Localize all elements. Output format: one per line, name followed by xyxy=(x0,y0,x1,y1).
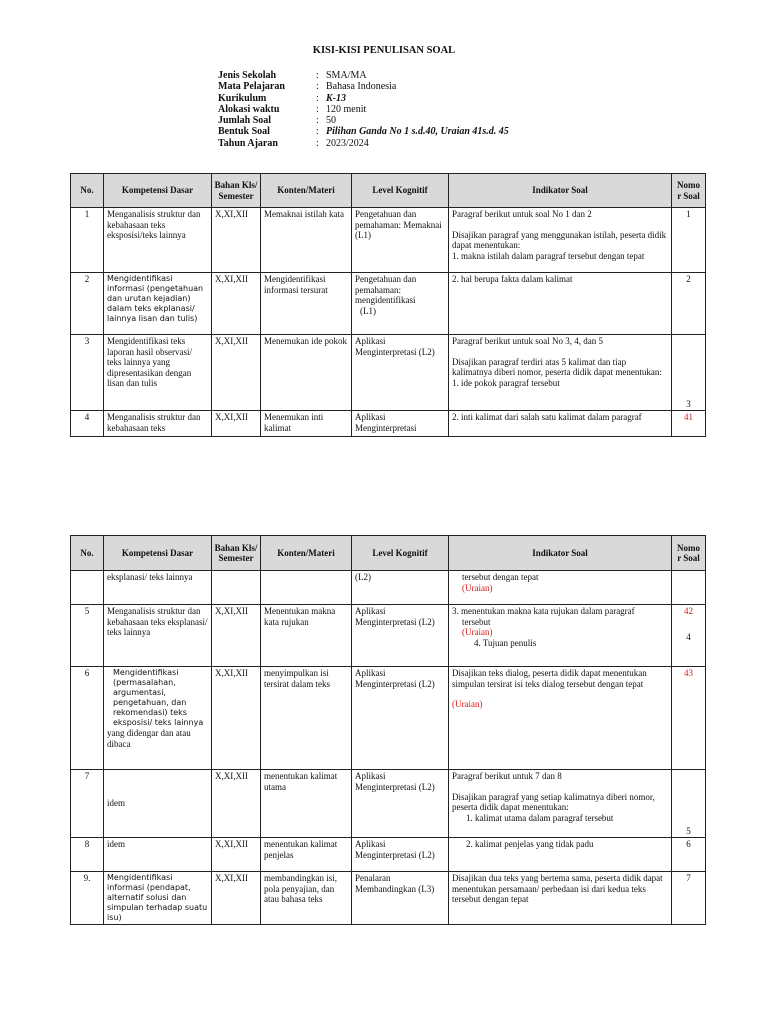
info-label: Jumlah Soal xyxy=(218,115,272,127)
table-row xyxy=(71,838,706,872)
level-line: (L1) xyxy=(360,305,376,316)
header-konten: Konten/Materi xyxy=(261,536,352,571)
cell-no: 9. xyxy=(71,872,104,925)
info-value: 120 menit xyxy=(326,103,367,115)
cell-bahan: X,XI,XII xyxy=(212,872,261,925)
info-row xyxy=(218,126,509,137)
info-colon: : xyxy=(316,70,319,81)
cell-kd: Mengidentifikasi informasi (pendapat, alternatif solusi dan simpulan terhadap suatu isu) xyxy=(104,872,212,925)
indikator-line: Paragraf berikut untuk soal No 3, 4, dan 5 xyxy=(452,336,603,346)
cell-nomor: 2 xyxy=(672,273,706,335)
header-konten: Konten/Materi xyxy=(261,174,352,208)
kisi-table-1 xyxy=(70,173,706,437)
cell-indikator xyxy=(449,571,672,605)
header-indikator: Indikator Soal xyxy=(449,174,672,208)
cell-kd: idem xyxy=(104,838,212,872)
kd-line: Mengidentifikasi (permasalahan, argumentasi, pengetahuan, dan rekomendasi) teks eksposisi/ teks lainnya xyxy=(113,668,204,727)
cell-nomor: 5 xyxy=(672,770,706,838)
indikator-line: Disajikan paragraf yang menggunakan istilah, peserta didik dapat menentukan: xyxy=(452,229,667,250)
cell-nomor: 1 xyxy=(672,208,706,273)
header-level: Level Kognitif xyxy=(352,174,449,208)
info-row xyxy=(218,104,509,115)
header-bahan: Bahan Kls/ Semester xyxy=(212,536,261,571)
cell-no: 4 xyxy=(71,411,104,437)
info-value: Bahasa Indonesia xyxy=(326,81,397,93)
cell-level: Aplikasi Menginterpretasi (L2) xyxy=(352,605,449,667)
info-row xyxy=(218,138,509,149)
cell-konten: membandingkan isi, pola penyajian, dan atau bahasa teks xyxy=(261,872,352,925)
info-value: SMA/MA xyxy=(326,70,367,81)
cell-nomor: 43 xyxy=(672,667,706,770)
cell-konten: Menentukan makna kata rujukan xyxy=(261,605,352,667)
indikator-line: Disajikan paragraf terdiri atas 5 kalimat dan tiap kalimatnya diberi nomor, peserta didik dapat menentukan: xyxy=(452,356,662,377)
info-block xyxy=(218,70,509,149)
cell-level: Aplikasi Menginterpretasi (L2) xyxy=(352,667,449,770)
info-label: Kurikulum xyxy=(218,92,267,104)
cell-nomor: 41 xyxy=(672,411,706,437)
uraian-label: (Uraian) xyxy=(452,699,483,709)
cell-indikator xyxy=(449,770,672,838)
info-row xyxy=(218,115,509,126)
cell-nomor: 3 xyxy=(672,335,706,411)
table-row xyxy=(71,770,706,838)
info-colon: : xyxy=(316,115,319,127)
info-colon: : xyxy=(316,137,319,149)
cell-kd: Menganalisis struktur dan kebahasaan teks xyxy=(104,411,212,437)
cell-no: 1 xyxy=(71,208,104,273)
cell-konten: Menemukan inti kalimat xyxy=(261,411,352,437)
cell-level: Penalaran Membandingkan (L3) xyxy=(352,872,449,925)
level-line: Pengetahuan dan pemahaman: mengidentifikasi xyxy=(355,274,417,305)
uraian-label: (Uraian) xyxy=(462,582,493,593)
header-kompetensi-dasar: Kompetensi Dasar xyxy=(104,174,212,208)
cell-kd: Mengidentifikasi teks laporan hasil observasi/ teks lainnya yang dipresentasikan dengan lisan dan tulis xyxy=(104,335,212,411)
info-colon: : xyxy=(316,103,319,115)
indikator-line: Disajikan paragraf yang setiap kalimatnya diberi nomor, peserta didik dapat menentukan: xyxy=(452,791,655,812)
info-value: 2023/2024 xyxy=(326,137,369,149)
indikator-line: 3. menentukan makna kata rujukan dalam paragraf xyxy=(452,606,635,616)
indikator-line: tersebut xyxy=(462,616,491,627)
cell-kd xyxy=(104,667,212,770)
info-label: Jenis Sekolah xyxy=(218,70,277,81)
header-no: No. xyxy=(71,174,104,208)
table-row xyxy=(71,411,706,437)
nomor-value: 42 xyxy=(684,606,693,616)
cell-nomor xyxy=(672,605,706,667)
table-row xyxy=(71,335,706,411)
header-kompetensi-dasar: Kompetensi Dasar xyxy=(104,536,212,571)
indikator-line: Disajikan teks dialog, peserta didik dapat menentukan simpulan tersirat isi teks dialog tersebut dengan tepat xyxy=(452,668,647,689)
table-row xyxy=(71,571,706,605)
header-indikator: Indikator Soal xyxy=(449,536,672,571)
table-row xyxy=(71,273,706,335)
info-colon: : xyxy=(316,92,319,104)
indikator-line: 2. kalimat penjelas yang tidak padu xyxy=(466,839,594,849)
cell-nomor: 7 xyxy=(672,872,706,925)
table-header-row xyxy=(71,174,706,208)
indikator-line: tersebut dengan tepat xyxy=(462,572,539,582)
cell-bahan: X,XI,XII xyxy=(212,667,261,770)
uraian-label: (Uraian) xyxy=(462,627,493,637)
cell-bahan: X,XI,XII xyxy=(212,273,261,335)
cell-kd: Mengidentifikasi informasi (pengetahuan dan urutan kejadian) dalam teks ekplanasi/ lainnya lisan dan tulis) xyxy=(104,273,212,335)
cell-level: Pengetahuan dan pemahaman: Memaknai (L1) xyxy=(352,208,449,273)
info-value: K-13 xyxy=(326,92,346,104)
cell-no: 7 xyxy=(71,770,104,838)
cell-level: Aplikasi Menginterpretasi (L2) xyxy=(352,335,449,411)
cell-no: 6 xyxy=(71,667,104,770)
header-no: No. xyxy=(71,536,104,571)
indikator-line: 4. Tujuan penulis xyxy=(474,637,537,648)
info-row xyxy=(218,81,509,92)
cell-bahan: X,XI,XII xyxy=(212,770,261,838)
cell-indikator xyxy=(449,208,672,273)
cell-indikator: 2. hal berupa fakta dalam kalimat xyxy=(449,273,672,335)
info-value: 50 xyxy=(326,115,336,127)
cell-no: 3 xyxy=(71,335,104,411)
info-label: Bentuk Soal xyxy=(218,126,270,138)
header-level: Level Kognitif xyxy=(352,536,449,571)
header-nomor: Nomo r Soal xyxy=(672,174,706,208)
cell-bahan: X,XI,XII xyxy=(212,335,261,411)
kd-line: yang didengar dan atau dibaca xyxy=(107,728,191,749)
indikator-line: Paragraf berikut untuk 7 dan 8 xyxy=(452,771,562,781)
cell-bahan: X,XI,XII xyxy=(212,411,261,437)
header-bahan: Bahan Kls/ Semester xyxy=(212,174,261,208)
cell-indikator: 2. inti kalimat dari salah satu kalimat dalam paragraf xyxy=(449,411,672,437)
cell-indikator xyxy=(449,667,672,770)
kisi-table-2 xyxy=(70,535,706,925)
header-nomor: Nomo r Soal xyxy=(672,536,706,571)
cell-konten: menyimpulkan isi tersirat dalam teks xyxy=(261,667,352,770)
cell-bahan: X,XI,XII xyxy=(212,838,261,872)
info-colon: : xyxy=(316,126,319,138)
cell-kd: eksplanasi/ teks lainnya xyxy=(104,571,212,605)
info-value: Pilihan Ganda No 1 s.d.40, Uraian 41s.d. 45 xyxy=(326,126,509,138)
cell-level: Aplikasi Menginterpretasi (L2) xyxy=(352,838,449,872)
indikator-line: 1. kalimat utama dalam paragraf tersebut xyxy=(466,812,614,823)
cell-bahan: X,XI,XII xyxy=(212,605,261,667)
cell-nomor: 6 xyxy=(672,838,706,872)
cell-konten: Menemukan ide pokok xyxy=(261,335,352,411)
cell-level: (L2) xyxy=(352,571,449,605)
cell-kd: Menganalisis struktur dan kebahasaan teks eksposisi/teks lainnya xyxy=(104,208,212,273)
cell-konten: menentukan kalimat utama xyxy=(261,770,352,838)
info-label: Alokasi waktu xyxy=(218,103,280,115)
table-row xyxy=(71,667,706,770)
table-header-row xyxy=(71,536,706,571)
info-colon: : xyxy=(316,81,319,93)
info-row xyxy=(218,70,509,81)
cell-level: Aplikasi Menginterpretasi (L2) xyxy=(352,770,449,838)
cell-indikator: Disajikan dua teks yang bertema sama, peserta didik dapat menentukan persamaan/ perbedaan isi dari kedua teks tersebut dengan tepat xyxy=(449,872,672,925)
info-label: Tahun Ajaran xyxy=(218,137,278,149)
cell-konten: Memaknai istilah kata xyxy=(261,208,352,273)
table-row xyxy=(71,605,706,667)
cell-indikator xyxy=(449,605,672,667)
cell-indikator xyxy=(449,335,672,411)
document-title: KISI-KISI PENULISAN SOAL xyxy=(312,45,456,56)
cell-no: 2 xyxy=(71,273,104,335)
indikator-line: 1. ide pokok paragraf tersebut xyxy=(452,377,560,388)
cell-no: 5 xyxy=(71,605,104,667)
indikator-line: 1. makna istilah dalam paragraf tersebut dengan tepat xyxy=(452,250,645,261)
indikator-line: Paragraf berikut untuk soal No 1 dan 2 xyxy=(452,209,592,219)
cell-konten: Mengidentifikasi informasi tersurat xyxy=(261,273,352,335)
cell-level: Aplikasi Menginterpretasi xyxy=(352,411,449,437)
cell-no: 8 xyxy=(71,838,104,872)
cell-kd: Menganalisis struktur dan kebahasaan teks eksplanasi/ teks lainnya xyxy=(104,605,212,667)
nomor-value: 4 xyxy=(686,631,691,642)
table-row xyxy=(71,872,706,925)
cell-bahan: X,XI,XII xyxy=(212,208,261,273)
cell-kd: idem xyxy=(104,770,212,838)
info-label: Mata Pelajaran xyxy=(218,81,285,93)
cell-konten: menentukan kalimat penjelas xyxy=(261,838,352,872)
cell-indikator xyxy=(449,838,672,872)
info-row xyxy=(218,93,509,104)
table-row xyxy=(71,208,706,273)
cell-level xyxy=(352,273,449,335)
